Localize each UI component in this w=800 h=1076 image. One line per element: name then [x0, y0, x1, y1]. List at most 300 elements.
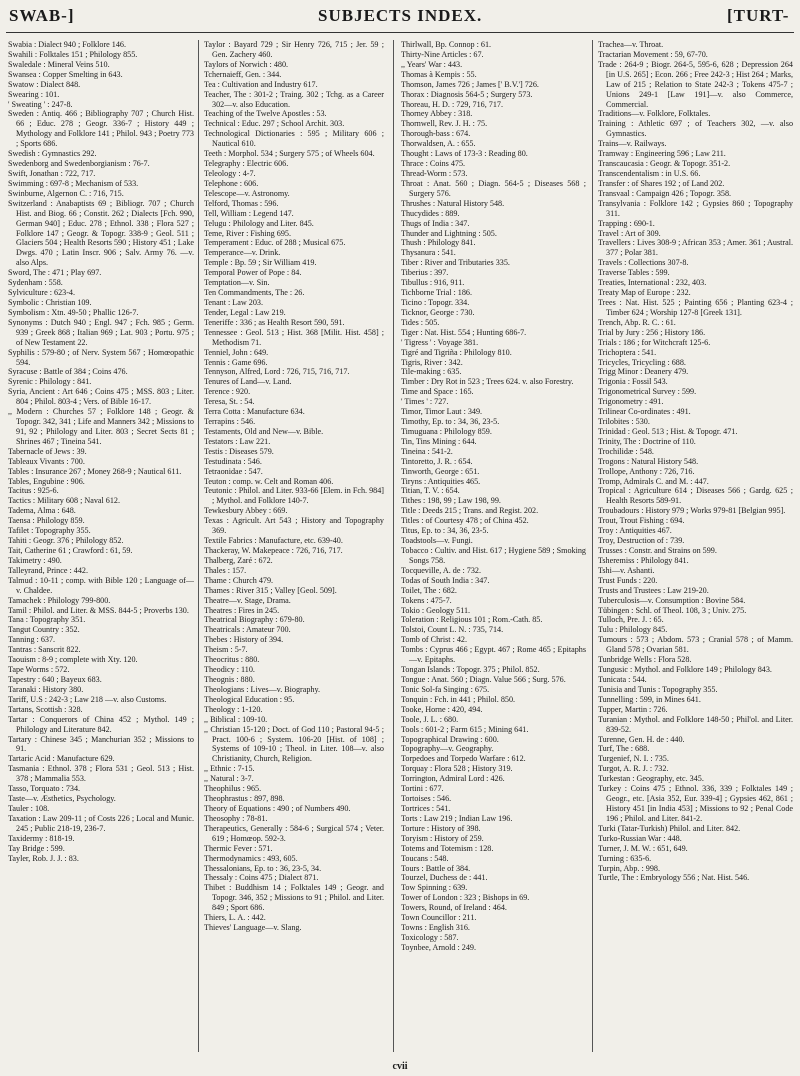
index-entry: Tulloch, Pre. J. : 65.: [598, 615, 664, 625]
index-entry: Technological Dictionaries : 595 ; Military 606 ; Nautical 610.: [204, 129, 384, 149]
index-entry: Toucans : 548.: [401, 853, 449, 863]
index-entry: ,, Ethnic : 7-15.: [204, 764, 255, 774]
index-entry: Testis : Diseases 579.: [204, 446, 274, 456]
index-entry: Turkestan : Geography, etc. 345.: [598, 774, 704, 784]
index-entry: Ten Commandments, The : 26.: [204, 288, 305, 298]
index-entry: Syria, Ancient : Art 646 ; Coins 475 ; MSS. 803 ; Liter. 804 ; Philol. 803-4 ; Vers. of Bible 16-17.: [8, 387, 194, 407]
index-entry: Telescope—v. Astronomy.: [204, 188, 290, 198]
index-entry: Tauler : 108.: [8, 803, 50, 813]
index-entry: Transcaucasia : Geogr. & Topogr. 351-2.: [598, 159, 731, 169]
index-entry: Treaty Map of Europe : 232.: [598, 288, 691, 298]
index-entry: Teacher, The : 301-2 ; Traing. 302 ; Tchg. as a Career 302—v. also Education.: [204, 89, 384, 109]
index-entry: Terrapins : 546.: [204, 417, 256, 427]
index-entry: Tokens : 475-7.: [401, 595, 452, 605]
index-entry: Tours : Battle of 384.: [401, 863, 471, 873]
index-entry: Tables, Engubine : 906.: [8, 476, 85, 486]
index-entry: Tshi—v. Ashanti.: [598, 565, 655, 575]
index-entry: Tortrices : 541.: [401, 803, 451, 813]
index-entry: Transvaal : Campaign 426 ; Topogr. 358.: [598, 188, 732, 198]
index-entry: Thomson, James 726 ; James [' B.V.'] 726.: [401, 79, 539, 89]
index-entry: Thames : River 315 ; Valley [Geol. 509].: [204, 585, 337, 595]
index-entry: Timothy, Ep. to : 34, 36, 23-5.: [401, 417, 500, 427]
index-entry: Tractarian Movement : 59, 67-70.: [598, 49, 708, 59]
index-entry: ,, Biblical : 109-10.: [204, 714, 268, 724]
index-entry: Tartans, Scottish : 328.: [8, 704, 83, 714]
index-entry: Tongan Islands : Topogr. 375 ; Philol. 852.: [401, 665, 540, 675]
index-entry: Trial by Jury : 256 ; History 186.: [598, 327, 706, 337]
index-entry: Trusses : Constr. and Strains on 599.: [598, 546, 717, 556]
index-entry: Thebes : History of 394.: [204, 635, 284, 645]
index-entry: Testators : Law 221.: [204, 436, 271, 446]
index-entry: Transylvania : Folklore 142 ; Gypsies 860 ; Topography 311.: [598, 198, 793, 218]
index-entry: Teeth : Morphol. 534 ; Surgery 575 ; of Wheels 604.: [204, 149, 375, 159]
index-entry: Telegraphy : Electric 606.: [204, 159, 289, 169]
index-entry: Tropical : Agriculture 614 ; Diseases 566 ; Gardg. 625 ; Health Resorts 589-91.: [598, 486, 793, 506]
index-entry: Thought : Laws of 173-3 : Reading 80.: [401, 149, 528, 159]
index-entry: Tintoretto, J. R. : 654.: [401, 456, 473, 466]
index-entry: Tibullus : 916, 911.: [401, 278, 465, 288]
index-entry: Trusts and Trustees : Law 219-20.: [598, 585, 709, 595]
index-entry: Teaching of the Twelve Apostles : 53.: [204, 109, 327, 119]
index-entry: Swedenborg and Swedenborgianism : 76-7.: [8, 159, 150, 169]
index-entry: Tea : Cultivation and Industry 617.: [204, 79, 318, 89]
index-entry: Thermodynamics : 493, 605.: [204, 853, 298, 863]
index-entry: Talmud : 10-11 ; comp. with Bible 120 ; Language of—v. Chaldee.: [8, 575, 194, 595]
index-entry: Terra Cotta : Manufacture 634.: [204, 407, 305, 417]
index-entry: Torture : History of 398.: [401, 823, 481, 833]
index-entry: Tortoises : 546.: [401, 794, 452, 804]
index-entry: Tin, Tins Mining : 644.: [401, 436, 477, 446]
index-entry: Tayler, Rob. J. J. : 83.: [8, 853, 79, 863]
index-entry: Thackeray, W. Makepeace : 726, 716, 717.: [204, 546, 343, 556]
index-entry: Ticino : Topogr. 334.: [401, 297, 470, 307]
index-entry: Tineina : 541-2.: [401, 446, 453, 456]
index-entry: Teuton : comp. w. Celt and Roman 406.: [204, 476, 334, 486]
index-entry: Tichborne Trial : 186.: [401, 288, 473, 298]
index-entry: Traverse Tables : 599.: [598, 268, 670, 278]
index-entry: Tools : 601-2 ; Farm 615 ; Mining 641.: [401, 724, 529, 734]
index-entry: ,, Christian 15-120 ; Doct. of God 110 ; Pastoral 94-5 ; Pract. 100-6 ; System. 106-20 [Hist. of 108] ; Systems of 109-10 ; Theol. in Liter. 108—v. also Christianity, Church, Religion.: [204, 724, 384, 764]
index-entry: Transcendentalism : in U.S. 66.: [598, 168, 701, 178]
column-divider: [198, 40, 199, 1052]
index-entry: Tow Spinning : 639.: [401, 883, 468, 893]
index-entry: Swinburne, Algernon C. : 716, 715.: [8, 188, 124, 198]
index-entry: Tübingen : Schl. of Theol. 108, 3 ; Univ. 275.: [598, 605, 747, 615]
index-entry: Tiberius : 397.: [401, 268, 449, 278]
index-entry: Tafilet : Topography 355.: [8, 526, 91, 536]
index-entry: Taensa : Philology 859.: [8, 516, 85, 526]
index-entry: Thieves' Language—v. Slang.: [204, 923, 302, 933]
index-entry: Tchernaieff, Gen. : 344.: [204, 69, 282, 79]
index-entry: Telford, Thomas : 596.: [204, 198, 279, 208]
index-entry: Tamil : Philol. and Liter. & MSS. 844-5 ; Proverbs 130.: [8, 605, 189, 615]
index-entry: Trogons : Natural History 548.: [598, 456, 699, 466]
index-entry: Trench, Abp. R. C. : 61.: [598, 317, 676, 327]
index-entry: Thermic Fever : 571.: [204, 843, 273, 853]
index-entry: Tower of London : 323 ; Bishops in 69.: [401, 893, 530, 903]
index-entry: Turanian : Mythol. and Folklore 148-50 ; Phil'ol. and Liter. 839-52.: [598, 714, 793, 734]
index-entry: Tramway : Engineering 596 ; Law 211.: [598, 149, 726, 159]
index-entry: Ticknor, George : 730.: [401, 307, 475, 317]
index-entry: Temperament : Educ. of 288 ; Musical 675.: [204, 238, 346, 248]
index-entry: Tumours : 573 ; Abdom. 573 ; Cranial 578 ; of Mamm. Gland 578 ; Ovarian 581.: [598, 635, 793, 655]
index-entry: Training : Athletic 697 ; of Teachers 302, —v. also Gymnastics.: [598, 119, 793, 139]
index-entry: Tacitus : 925-6.: [8, 486, 59, 496]
index-entry: Tewkesbury Abbey : 669.: [204, 506, 288, 516]
index-entry: Theory of Equations : 490 ; of Numbers 490.: [204, 803, 351, 813]
index-entry: Trachea—v. Throat.: [598, 40, 664, 49]
index-entry: Transfer : of Shares 192 ; of Land 202.: [598, 178, 725, 188]
index-entry: Tigré and Tigriña : Philology 810.: [401, 347, 512, 357]
index-entry: ,, Natural : 3-7.: [204, 774, 254, 784]
index-entry: Telephone : 606.: [204, 178, 259, 188]
column-divider: [393, 40, 394, 1052]
index-entry: Syracuse : Battle of 384 ; Coins 476.: [8, 367, 128, 377]
index-entry: Taouism : 8-9 ; complete with Xty. 120.: [8, 655, 138, 665]
index-entry: Toxicology : 587.: [401, 932, 459, 942]
index-entry: Thugs of India : 347.: [401, 218, 470, 228]
index-entry: Toryism : History of 259.: [401, 833, 484, 843]
index-entry: Thame : Church 479.: [204, 575, 274, 585]
index-entry: Tenant : Law 203.: [204, 297, 263, 307]
index-entry: Thessaly : Coins 475 ; Dialect 871.: [204, 873, 319, 883]
index-entry: Tinworth, George : 651.: [401, 466, 480, 476]
index-entry: Tender, Legal : Law 219.: [204, 307, 286, 317]
index-entry: Thales : 157.: [204, 565, 247, 575]
index-entry: Tricycles, Tricycling : 688.: [598, 357, 686, 367]
index-entry: Throat : Anat. 560 ; Diagn. 564-5 ; Diseases 568 ; Surgery 576.: [401, 178, 586, 198]
index-entry: Turkey : Coins 475 ; Ethnol. 336, 339 ; Folktales 149 ; Geogr., etc. [Asia 352, Eur. 339-4] ; Gypsies 462, 861 ; History 451 [in India 453] ; Missions to 92 ; Penal Code 196 ; Philol. and Liter. 841-2.: [598, 784, 793, 823]
index-entry: Trout, Trout Fishing : 694.: [598, 516, 685, 526]
header-rule: [6, 32, 794, 33]
index-entry: Trees : Nat. Hist. 525 ; Painting 656 ; Planting 623-4 ; Timber 624 ; Worship 127-8 [Greek 131].: [598, 297, 793, 317]
index-entry: Syrenic : Philology : 841.: [8, 377, 92, 387]
index-entry: Teme, River : Fishing 695.: [204, 228, 291, 238]
index-entry: Turgenief, N. I. : 735.: [598, 754, 669, 764]
index-entry: Trochilidæ : 548.: [598, 446, 654, 456]
index-entry: Swabia : Dialect 940 ; Folklore 146.: [8, 40, 127, 49]
index-entry: Taylor : Bayard 729 ; Sir Henry 726, 715 ; Jer. 59 ; Gen. Zachery 460.: [204, 40, 384, 59]
index-entry: Trapping : 690-1.: [598, 218, 655, 228]
index-entry: Thorough-bass : 674.: [401, 129, 471, 139]
index-entry: Titus, Ep. to : 34, 36, 23-5.: [401, 526, 489, 536]
index-entry: Takimetry : 490.: [8, 555, 62, 565]
index-entry: Thomas à Kempis : 55.: [401, 69, 477, 79]
index-entry: Tunicata : 544.: [598, 675, 647, 684]
index-entry: Sweden : Antiq. 466 ; Bibliography 707 ; Church Hist. 66 ; Educ. 278 ; Geogr. 336-7 ; History 449 ; Mythology and Folklore 141 ; Philol. 943 ; Poetry 773 ; Sports 686.: [8, 109, 194, 149]
index-entry: Tadema, Alma : 648.: [8, 506, 76, 516]
index-entry: Telugu : Philology and Liter. 845.: [204, 218, 314, 228]
index-entry: Talleyrand, Prince : 442.: [8, 565, 88, 575]
index-entry: Theatrical Biography : 679-80.: [204, 615, 305, 625]
index-entry: Tombs : Cyprus 466 ; Egypt. 467 ; Rome 465 ; Epitaphs—v. Epitaphs.: [401, 645, 586, 665]
index-entry: Travels : Collections 307-8.: [598, 258, 689, 268]
index-entry: Tenures of Land—v. Land.: [204, 377, 292, 387]
index-entry: Tromp, Admirals C. and M. : 447.: [598, 476, 709, 486]
index-entry: Sylviculture : 623-4.: [8, 288, 76, 298]
index-entry: Teneriffe : 336 ; as Health Resort 590, 591.: [204, 317, 345, 327]
index-entry: Tables : Insurance 267 ; Money 268-9 ; Nautical 611.: [8, 466, 182, 476]
index-entry: Turf, The : 688.: [598, 744, 650, 754]
index-entry: Therapeutics, Generally : 584-6 ; Surgical 574 ; Veter. 619 ; Homœop. 592-3.: [204, 823, 384, 843]
index-entry: Turning : 635-6.: [598, 853, 652, 863]
index-entry: ,, Years' War : 443.: [401, 59, 463, 69]
index-entry: Thirty-Nine Articles : 67.: [401, 49, 484, 59]
index-entry: Tokio : Geology 511.: [401, 605, 471, 615]
index-entry: Trilinear Co-ordinates : 491.: [598, 407, 691, 417]
index-entry: Thysanura : 541.: [401, 248, 456, 258]
index-entry: Theology : 1-120.: [204, 704, 263, 714]
index-entry: Taylors of Norwich : 480.: [204, 59, 289, 69]
index-entry: Thalberg, Zaré : 672.: [204, 555, 273, 565]
index-entry: Theophrastus : 897, 898.: [204, 794, 285, 804]
index-entry: Theological Education : 95.: [204, 694, 295, 704]
index-entry: Tableaux Vivants : 700.: [8, 456, 85, 466]
index-entry: Titian, T. V. : 654.: [401, 486, 460, 496]
index-entry: Tell, William : Legend 147.: [204, 208, 294, 218]
index-entry: Turko-Russian War : 448.: [598, 833, 682, 843]
index-column-1: [8, 40, 194, 1060]
index-entry: Tile-making : 635.: [401, 367, 462, 377]
index-entry: Tantras : Sanscrit 822.: [8, 645, 81, 655]
index-entry: Thiers, L. A. : 442.: [204, 913, 266, 923]
index-entry: Teutonic : Philol. and Liter. 933-66 [Elem. in Fch. 984] ; Mythol. and Folklore 140-7.: [204, 486, 384, 506]
index-entry: Turki (Tatar-Turkish) Philol. and Liter. 842.: [598, 823, 741, 833]
index-entry: Tennis : Game 696.: [204, 357, 268, 367]
index-entry: Tait, Catherine 61 ; Crawford : 61, 59.: [8, 546, 133, 556]
index-entry: Trichoptera : 541.: [598, 347, 657, 357]
index-entry: Symbolism : Xtn. 49-50 ; Phallic 126-7.: [8, 307, 139, 317]
index-entry: Tiger : Nat. Hist. 554 ; Hunting 686-7.: [401, 327, 527, 337]
index-entry: Tortini : 677.: [401, 784, 444, 794]
index-entry: Torrington, Admiral Lord : 426.: [401, 774, 505, 784]
index-entry: Topographical Drawing : 600.: [401, 734, 499, 744]
index-entry: Topography—v. Geography.: [401, 744, 494, 754]
index-entry: Thunder and Lightning : 505.: [401, 228, 497, 238]
index-entry: Symbolic : Christian 109.: [8, 297, 92, 307]
index-entry: Tartar : Conquerors of China 452 ; Mythol. 149 ; Philology and Literature 842.: [8, 714, 194, 734]
index-entry: Swaledale : Mineral Veins 510.: [8, 59, 110, 69]
index-entry: Thush : Philology 841.: [401, 238, 476, 248]
index-entry: Turpin, Abp. : 998.: [598, 863, 661, 873]
index-entry: Theocritus : 880.: [204, 655, 260, 665]
index-entry: Technical : Educ. 297 ; School Archit. 303.: [204, 119, 345, 129]
index-entry: Totems and Totemism : 128.: [401, 843, 494, 853]
index-entry: Turenne, Gen. H. de : 440.: [598, 734, 685, 744]
index-entry: Swansea : Copper Smelting in 643.: [8, 69, 123, 79]
index-entry: Toilet, The : 682.: [401, 585, 457, 595]
index-entry: Tartary : Chinese 345 ; Manchurian 352 ; Missions to 91.: [8, 734, 194, 754]
page-number: cvii: [392, 1061, 408, 1072]
index-entry: Theism : 5-7.: [204, 645, 248, 655]
index-entry: Swatow : Dialect 848.: [8, 79, 81, 89]
index-entry: Torpedoes and Torpedo Warfare : 612.: [401, 754, 526, 764]
index-entry: Tocqueville, A. de : 732.: [401, 565, 481, 575]
index-column-2: [204, 40, 384, 1060]
index-entry: Troubadours : History 979 ; Works 979-81 [Belgian 995].: [598, 506, 786, 516]
index-entry: Toynbee, Arnold : 249.: [401, 942, 477, 952]
index-entry: Troy : Antiquities 467.: [598, 526, 672, 536]
index-entry: Terence : 920.: [204, 387, 251, 397]
index-entry: Thessalonians, Ep. to : 36, 23-5, 34.: [204, 863, 322, 873]
index-entry: Tasmania : Ethnol. 378 ; Flora 531 ; Geol. 513 ; Hist. 378 ; Mammalia 553.: [8, 764, 194, 784]
index-entry: Tape Worms : 572.: [8, 665, 70, 675]
index-entry: Tactics : Military 608 ; Naval 612.: [8, 496, 121, 506]
index-entry: Title : Deeds 215 ; Trans. and Regist. 202.: [401, 506, 539, 516]
index-entry: Tamachek : Philology 799-800.: [8, 595, 111, 605]
index-entry: Tides : 505.: [401, 317, 440, 327]
index-entry: Trials : 186 ; for Witchcraft 125-6.: [598, 337, 711, 347]
index-entry: Thrushes : Natural History 548.: [401, 198, 505, 208]
index-entry: Theatres : Fires in 245.: [204, 605, 280, 615]
index-entry: Todas of South India : 347.: [401, 575, 490, 585]
index-entry: Troy, Destruction of : 739.: [598, 536, 685, 546]
index-entry: Tobacco : Cultiv. and Hist. 617 ; Hygiene 589 ; Smoking Songs 758.: [401, 546, 586, 565]
index-entry: Temple : Bp. 59 ; Sir William 419.: [204, 258, 317, 268]
index-entry: Trains—v. Railways.: [598, 139, 667, 149]
index-entry: Tiber : River and Tributaries 335.: [401, 258, 510, 268]
index-entry: Tennessee : Geol. 513 ; Hist. 368 [Milit. Hist. 458] ; Methodism 71.: [204, 327, 384, 347]
index-entry: Taxation : Law 209-11 ; of Costs 226 ; Local and Munic. 245 ; Public 218-19, 236-7.: [8, 813, 194, 833]
index-entry: Tapestry : 640 ; Bayeux 683.: [8, 675, 102, 684]
index-entry: Trinity, The : Doctrine of 110.: [598, 436, 696, 446]
index-entry: Trollope, Anthony : 726, 716.: [598, 466, 695, 476]
index-entry: Turner, J. M. W. : 651, 649.: [598, 843, 688, 853]
index-entry: Tungusic : Mythol. and Folklore 149 ; Philology 843.: [598, 665, 772, 675]
index-entry: Sword, The : 471 ; Play 697.: [8, 268, 102, 278]
index-entry: Turtle, The : Embryology 556 ; Nat. Hist. 546.: [598, 873, 750, 883]
index-entry: Taste—v. Æsthetics, Psychology.: [8, 794, 116, 804]
index-entry: Tunisia and Tunis : Topography 355.: [598, 684, 718, 694]
index-entry: Thucydides : 889.: [401, 208, 460, 218]
index-entry: Torquay : Flora 528 ; History 319.: [401, 764, 513, 774]
index-entry: Theophilus : 965.: [204, 784, 262, 794]
index-entry: Trigonometry : 491.: [598, 397, 664, 407]
index-entry: Swearing : 101.: [8, 89, 60, 99]
index-entry: Thirlwall, Bp. Connop : 61.: [401, 40, 492, 49]
index-entry: Swimming : 697-8 ; Mechanism of 533.: [8, 178, 139, 188]
index-entry: Trigonia : Fossil 543.: [598, 377, 668, 387]
index-entry: Tonic Sol-fa Singing : 675.: [401, 684, 490, 694]
index-entry: Tasso, Torquato : 734.: [8, 784, 81, 794]
index-entry: Tongue : Anat. 560 ; Diagn. Value 566 ; Surg. 576.: [401, 675, 566, 684]
index-entry: Toole, J. L. : 680.: [401, 714, 459, 724]
index-entry: Thornwell, Rev. J. H. : 75.: [401, 119, 488, 129]
index-entry: Treaties, International : 232, 403.: [598, 278, 707, 288]
index-entry: Tetraonidae : 547.: [204, 466, 263, 476]
index-entry: Tupper, Martin : 726.: [598, 704, 668, 714]
index-entry: Tolstoi, Count L. N. : 735, 714.: [401, 625, 504, 635]
index-entry: Trilobites : 530.: [598, 417, 650, 427]
index-entry: Thibet : Buddhism 14 ; Folktales 149 ; Geogr. and Topogr. 346, 352 ; Missions to 91 ; Philol. and Liter. 849 ; Sport 686.: [204, 883, 384, 913]
index-entry: Synonyms : Dutch 940 ; Engl. 947 ; Fch. 985 ; Germ. 939 ; Greek 868 ; Italian 969 ; Lat. 903 ; Portu. 975 ; of New Testament 22.: [8, 317, 194, 347]
index-entry: Swedish : Gymnastics 292.: [8, 149, 97, 159]
index-entry: Tahiti : Geogr. 376 ; Philology 852.: [8, 536, 124, 546]
index-entry: Testudinata : 546.: [204, 456, 262, 466]
index-entry: Toadstools—v. Fungi.: [401, 536, 473, 546]
index-entry: ' Tigress ' : Voyage 381.: [401, 337, 479, 347]
index-entry: Temperance—v. Drink.: [204, 248, 281, 258]
index-entry: Timber : Dry Rot in 523 ; Trees 624. v. also Forestry.: [401, 377, 574, 387]
index-entry: Thorax : Diagnosis 564-5 ; Surgery 573.: [401, 89, 533, 99]
index-entry: Tunbridge Wells : Flora 528.: [598, 655, 692, 665]
index-entry: ' Times ' : 727.: [401, 397, 449, 407]
index-entry: Thrace : Coins 475.: [401, 159, 466, 169]
index-entry: Time and Space : 165.: [401, 387, 474, 397]
index-entry: Switzerland : Anabaptists 69 ; Bibliogr. 707 ; Church Hist. and Biog. 66 ; Constit. 262 ; Dialects [Fch. 990, German 940] ; Educ. 278 ; Ethnol. 338 ; Flora 527 ; Folklore 147 ; Geogr. & Topogr. 338-9 ; Geol. 511 ; Glaciers 504 ; Health Resorts 590 ; History 451 ; Lake Dwgs. 470 ; Latin Inscr. 906 ; Salv. Army 76. —v. also Alps.: [8, 198, 194, 268]
index-entry: Timuguana : Philology 859.: [401, 426, 492, 436]
index-entry: Tenniel, John : 649.: [204, 347, 269, 357]
index-entry: Testaments, Old and New—v. Bible.: [204, 426, 324, 436]
index-entry: Tuberculosis—v. Consumption : Bovine 584.: [598, 595, 746, 605]
index-entry: Town Councillor : 211.: [401, 913, 477, 923]
index-entry: Trigg Minor : Deanery 479.: [598, 367, 689, 377]
index-entry: Tartaric Acid : Manufacture 629.: [8, 754, 115, 764]
index-entry: Torts : Law 219 ; Indian Law 196.: [401, 813, 513, 823]
index-entry: Toleration : Religious 101 ; Rom.-Cath. 85.: [401, 615, 543, 625]
index-entry: Tsheremiss : Philology 841.: [598, 555, 689, 565]
index-entry: Travel : Art of 309.: [598, 228, 661, 238]
index-entry: Tennyson, Alfred, Lord : 726, 715, 716, 717.: [204, 367, 350, 377]
column-divider: [592, 40, 593, 1052]
page-header: [0, 0, 800, 40]
index-entry: Timor, Timor Laut : 349.: [401, 407, 483, 417]
index-entry: Texas : Agricult. Art 543 ; History and Topography 369.: [204, 516, 384, 536]
index-entry: Towers, Round, of Ireland : 464.: [401, 903, 507, 913]
index-entry: Tigris, River : 342.: [401, 357, 463, 367]
index-entry: Trust Funds : 220.: [598, 575, 658, 585]
index-entry: Tay Bridge : 599.: [8, 843, 65, 853]
index-entry: Theologians : Lives—v. Biography.: [204, 684, 321, 694]
header-title: SUBJECTS INDEX.: [318, 6, 483, 25]
index-entry: Travellers : Lives 308-9 ; African 353 ; Amer. 361 ; Austral. 377 ; Polar 381.: [598, 238, 793, 258]
index-entry: Tanning : 637.: [8, 635, 56, 645]
header-left-range: SWAB-]: [9, 6, 75, 25]
index-entry: Tithes : 198, 99 ; Law 198, 99.: [401, 496, 501, 506]
index-entry: Theodicy : 110.: [204, 665, 255, 675]
index-entry: Thorwaldsen, A. : 655.: [401, 139, 476, 149]
index-entry: Traditions—v. Folklore, Folktales.: [598, 109, 711, 119]
index-entry: Tabernacle of Jews : 39.: [8, 446, 87, 456]
index-entry: Textile Fabrics : Manufacture, etc. 639-40.: [204, 536, 343, 546]
index-entry: Tomb of Christ : 42.: [401, 635, 468, 645]
index-entry: ' Sweating ' : 247-8.: [8, 99, 73, 109]
index-entry: Theosophy : 78-81.: [204, 813, 268, 823]
index-entry: Tourzel, Duchess de : 441.: [401, 873, 488, 883]
index-entry: Teleology : 4-7.: [204, 168, 256, 178]
index-entry: Temporal Power of Pope : 84.: [204, 268, 302, 278]
index-entry: Thread-Worm : 573.: [401, 168, 468, 178]
index-entry: Temptation—v. Sin.: [204, 278, 270, 288]
index-entry: Trade : 264-9 ; Biogr. 264-5, 595-6, 628 ; Depression 264 [in U.S. 265] ; Econ. 266 ; Free 242-3 ; Hist 264 ; Marks, Law of 215 ; Relation to State 242-3 ; Tokens 475-7 ; Unions 249-1 [Law 191]—v. also Commerce, Commercial.: [598, 59, 793, 109]
index-entry: Taxidermy : 818-19.: [8, 833, 75, 843]
index-entry: Teresa, St. : 54.: [204, 397, 255, 407]
index-entry: Trinidad : Geol. 513 ; Hist. & Topogr. 471.: [598, 426, 738, 436]
index-entry: Swahili : Folktales 151 ; Philology 855.: [8, 49, 138, 59]
index-entry: Tiryns : Antiquities 465.: [401, 476, 481, 486]
index-entry: Swift, Jonathan : 722, 717.: [8, 168, 96, 178]
index-column-3: [401, 40, 586, 1060]
index-entry: Thorney Abbey : 318.: [401, 109, 473, 119]
index-entry: Tunnelling : 599, in Mines 641.: [598, 694, 701, 704]
index-entry: Tangut Country : 352.: [8, 625, 80, 635]
index-entry: Tooke, Horne : 420, 494.: [401, 704, 483, 714]
index-entry: Towns : English 316.: [401, 923, 470, 933]
index-entry: Thoreau, H. D. : 729, 716, 717.: [401, 99, 503, 109]
index-entry: Tana : Topography 351.: [8, 615, 86, 625]
index-entry: Sydenham : 558.: [8, 278, 63, 288]
index-entry: Syphilis : 579-80 ; of Nerv. System 567 ; Homœopathic 594.: [8, 347, 194, 367]
